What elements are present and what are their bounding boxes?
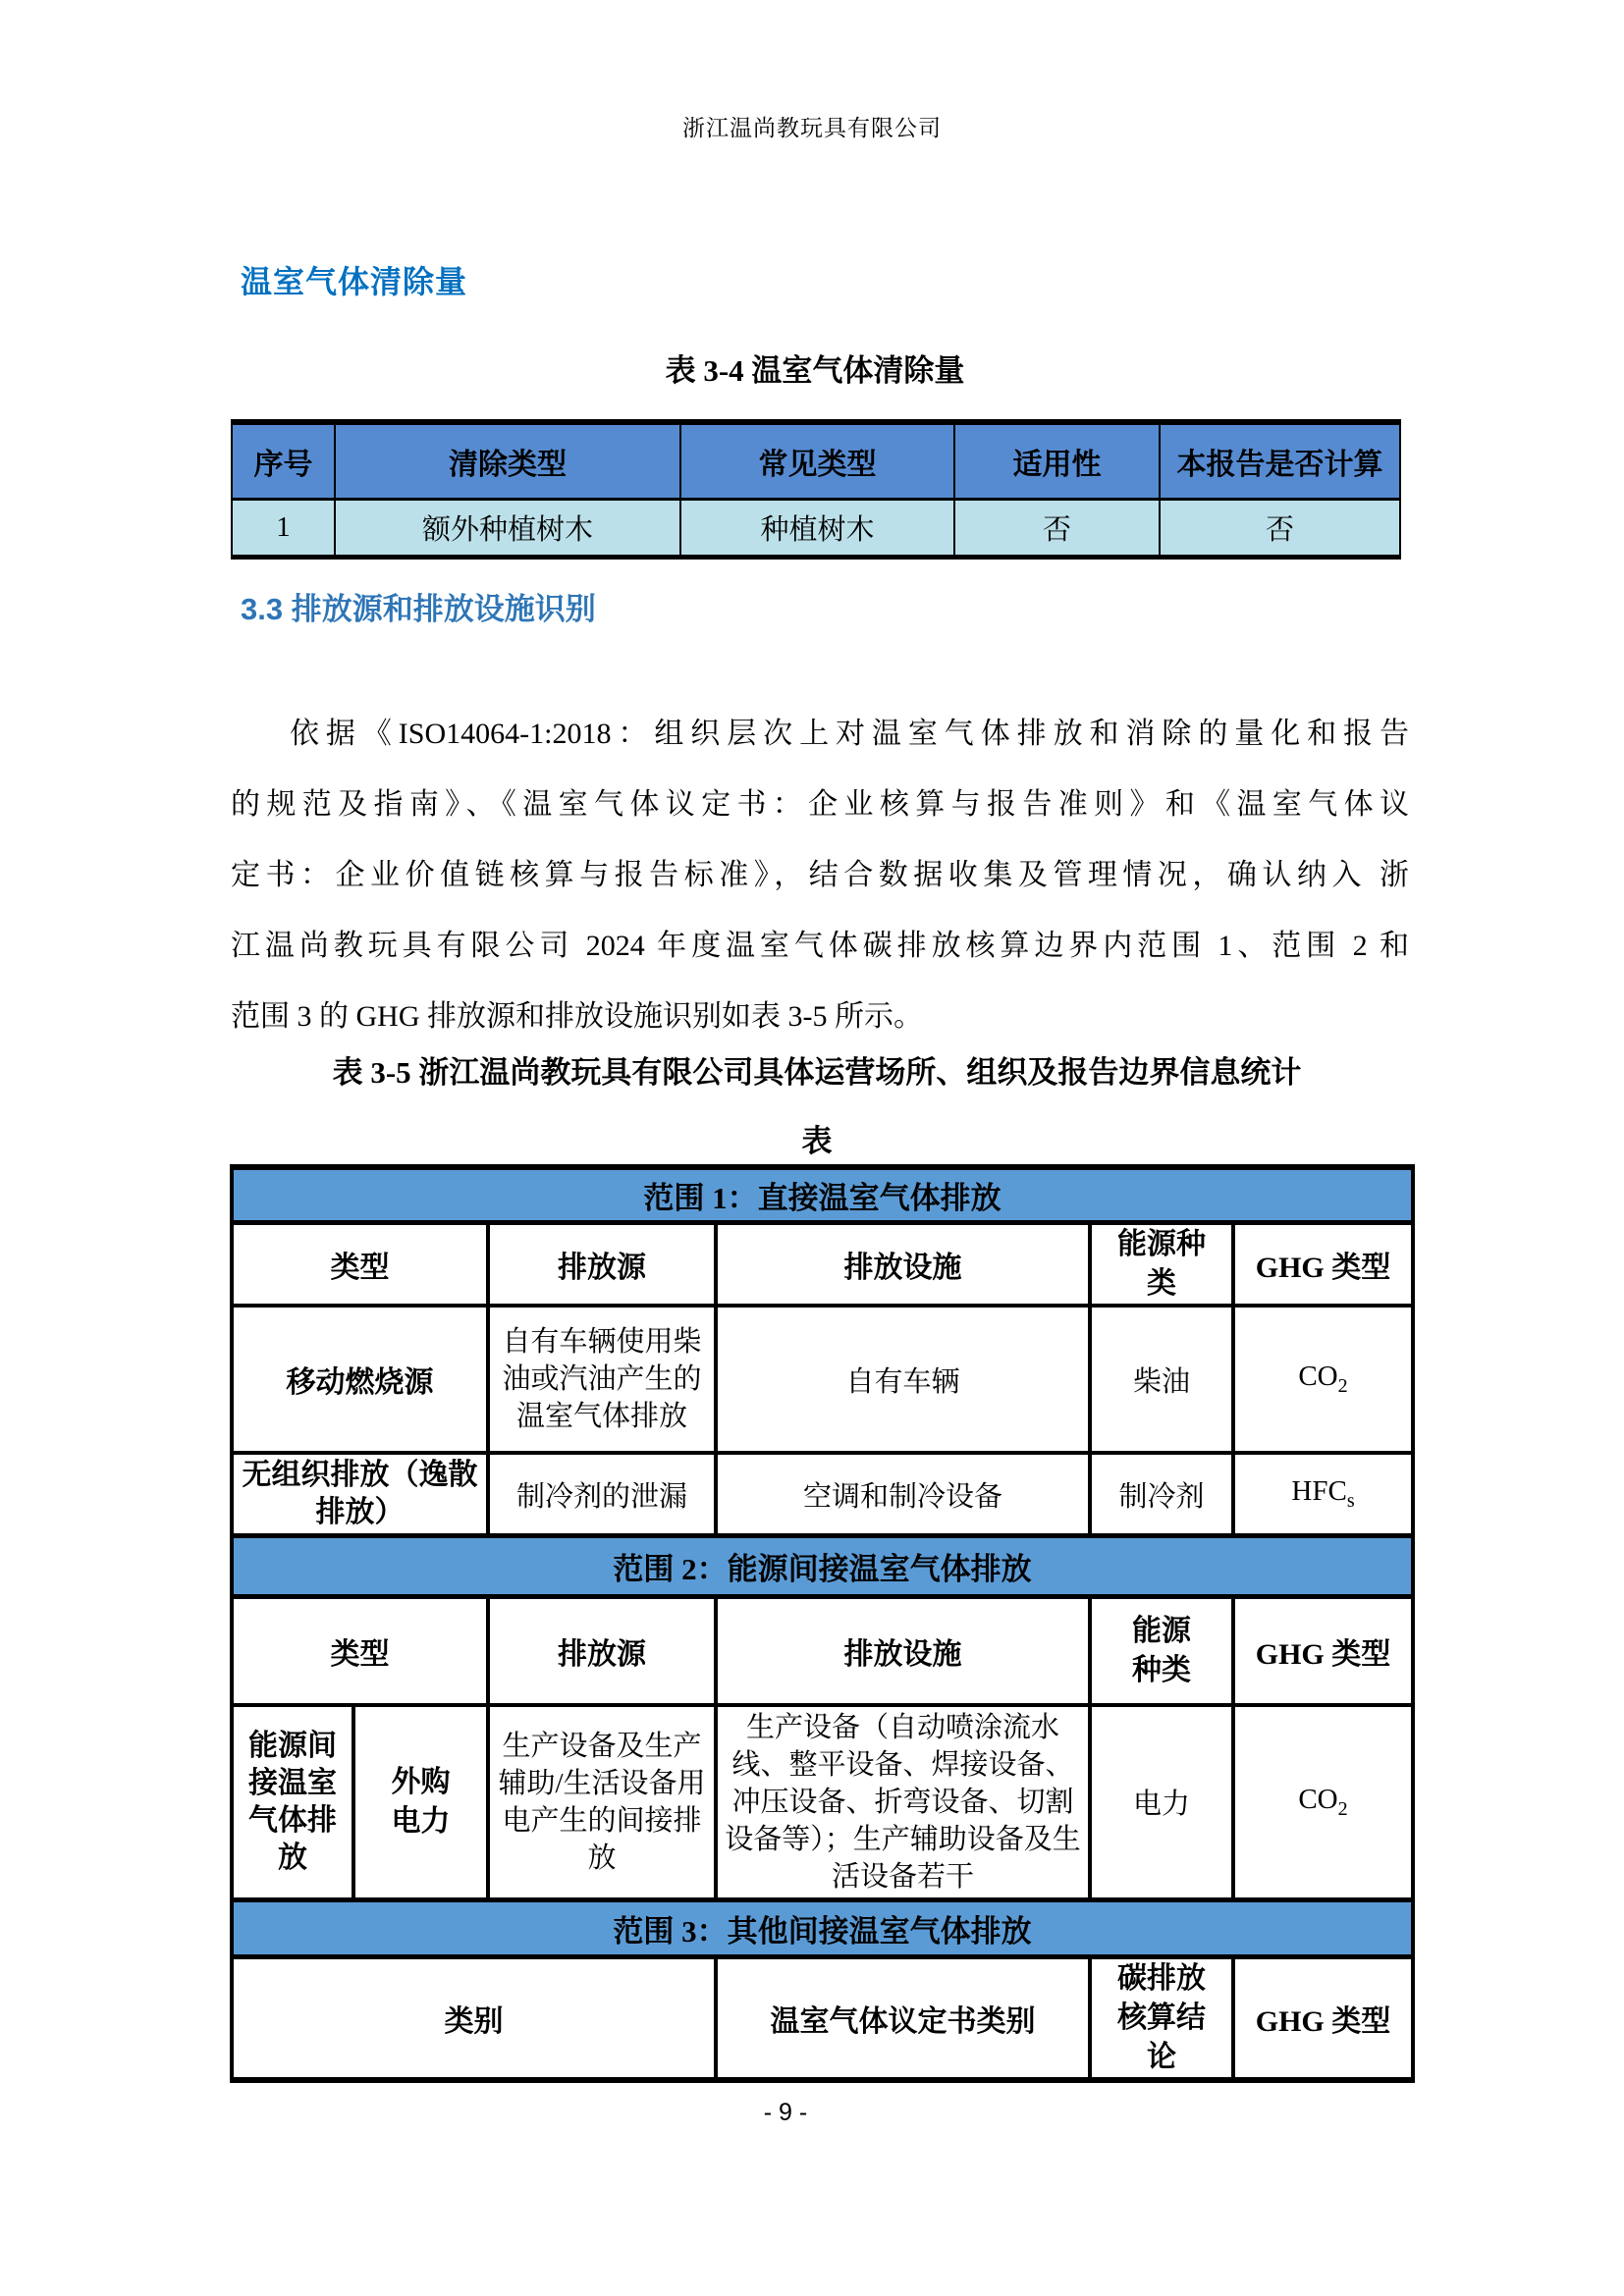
cell-fugitive-source: 制冷剂的泄漏 <box>488 1453 716 1536</box>
cell-energy-facility: 生产设备（自动喷涂流水线、整平设备、焊接设备、冲压设备、折弯设备、切割设备等）；生产辅助设备及生活设备若干 <box>716 1705 1090 1900</box>
scope2-header-facility: 排放设施 <box>716 1597 1090 1705</box>
table34-data-row <box>232 499 1400 557</box>
scope1-header-source: 排放源 <box>488 1222 716 1306</box>
section-heading-3-3: 3.3 排放源和排放设施识别 <box>241 592 596 626</box>
cell-energy-type-category: 能源间接温室气体排放 <box>232 1705 353 1900</box>
cell-fugitive-energy: 制冷剂 <box>1090 1453 1233 1536</box>
table34-cell-applicability: 否 <box>954 499 1160 557</box>
paragraph-line: 依据《ISO14064-1:2018：组织层次上对温室气体排放和消除的量化和报告 <box>290 718 1409 750</box>
paragraph-line: 范围 3 的 GHG 排放源和排放设施识别如表 3-5 所示。 <box>231 1000 923 1033</box>
scope2-header-energy: 能源种类 <box>1090 1597 1233 1705</box>
paragraph-line: 江温尚教玩具有限公司 2024 年度温室气体碳排放核算边界内范围 1、范围 2 和 <box>231 930 1409 962</box>
scope3-header-row <box>232 1956 1413 2080</box>
paragraph-line: 的规范及指南》、《温室气体议定书：企业核算与报告准则》和《温室气体议 <box>231 788 1409 821</box>
scope2-banner-row <box>232 1536 1413 1597</box>
cell-mobile-source: 自有车辆使用柴油或汽油产生的温室气体排放 <box>488 1306 716 1453</box>
table34-header-serial: 序号 <box>232 422 335 499</box>
scope1-row-mobile-combustion <box>232 1306 1413 1453</box>
cell-mobile-facility: 自有车辆 <box>716 1306 1090 1453</box>
table34-cell-serial: 1 <box>232 499 335 557</box>
table35-title-line1: 表 3-5 浙江温尚教玩具有限公司具体运营场所、组织及报告边界信息统计 <box>332 1055 1302 1090</box>
scope3-banner-row <box>232 1899 1413 1956</box>
page-header-company-name: 浙江温尚教玩具有限公司 <box>682 116 942 140</box>
table34-ghg-removals <box>231 419 1401 560</box>
scope3-header-protocol-category: 温室气体议定书类别 <box>716 1956 1090 2080</box>
table35-emission-sources <box>230 1164 1415 2083</box>
scope1-header-row <box>232 1222 1413 1306</box>
cell-energy-type-purchased: 外购电力 <box>353 1705 488 1900</box>
cell-fugitive-type: 无组织排放（逸散排放） <box>232 1453 488 1536</box>
table34-cell-calculated: 否 <box>1160 499 1400 557</box>
scope3-header-category: 类别 <box>232 1956 716 2080</box>
table34-header-row <box>232 422 1400 499</box>
table34-header-removal-type: 清除类型 <box>335 422 680 499</box>
table34-header-applicability: 适用性 <box>954 422 1160 499</box>
cell-mobile-type: 移动燃烧源 <box>232 1306 488 1453</box>
cell-mobile-energy: 柴油 <box>1090 1306 1233 1453</box>
scope1-row-fugitive-emission <box>232 1453 1413 1536</box>
scope3-header-ghg: GHG 类型 <box>1233 1956 1413 2080</box>
cell-fugitive-ghg: $HFC_s$ <box>1233 1453 1413 1536</box>
cell-fugitive-facility: 空调和制冷设备 <box>716 1453 1090 1536</box>
scope1-header-type: 类型 <box>232 1222 488 1306</box>
table34-cell-common-type: 种植树木 <box>680 499 954 557</box>
cell-mobile-ghg: $CO_2$ <box>1233 1306 1413 1453</box>
scope3-header-accounting-conclusion: 碳排放核算结论 <box>1090 1956 1233 2080</box>
cell-energy-source: 生产设备及生产辅助/生活设备用电产生的间接排放 <box>488 1705 716 1900</box>
scope1-header-ghg: GHG 类型 <box>1233 1222 1413 1306</box>
table34-cell-removal-type: 额外种植树木 <box>335 499 680 557</box>
table34-header-common-type: 常见类型 <box>680 422 954 499</box>
cell-energy-ghg: $CO_2$ <box>1233 1705 1413 1900</box>
scope2-header-ghg: GHG 类型 <box>1233 1597 1413 1705</box>
scope2-row-purchased-electricity <box>232 1705 1413 1900</box>
table34-header-calculated: 本报告是否计算 <box>1160 422 1400 499</box>
scope1-header-facility: 排放设施 <box>716 1222 1090 1306</box>
cell-energy-energy: 电力 <box>1090 1705 1233 1900</box>
table34-title: 表 3-4 温室气体清除量 <box>665 353 965 388</box>
table35-title-line2: 表 <box>801 1124 833 1158</box>
page-number: - 9 - <box>763 2099 808 2126</box>
scope3-banner: 范围 3：其他间接温室气体排放 <box>232 1899 1413 1956</box>
scope2-header-source: 排放源 <box>488 1597 716 1705</box>
scope1-header-energy: 能源种类 <box>1090 1222 1233 1306</box>
scope1-banner-row <box>232 1167 1413 1222</box>
table35-title <box>223 1039 1411 1176</box>
scope1-banner: 范围 1：直接温室气体排放 <box>232 1167 1413 1222</box>
scope2-banner: 范围 2：能源间接温室气体排放 <box>232 1536 1413 1597</box>
body-paragraph <box>231 699 1409 1052</box>
paragraph-line: 定书：企业价值链核算与报告标准》，结合数据收集及管理情况，确认纳入 浙 <box>231 859 1409 891</box>
scope2-header-type: 类型 <box>232 1597 488 1705</box>
section-heading-ghg-removals: 温室气体清除量 <box>241 264 468 299</box>
scope2-header-row <box>232 1597 1413 1705</box>
